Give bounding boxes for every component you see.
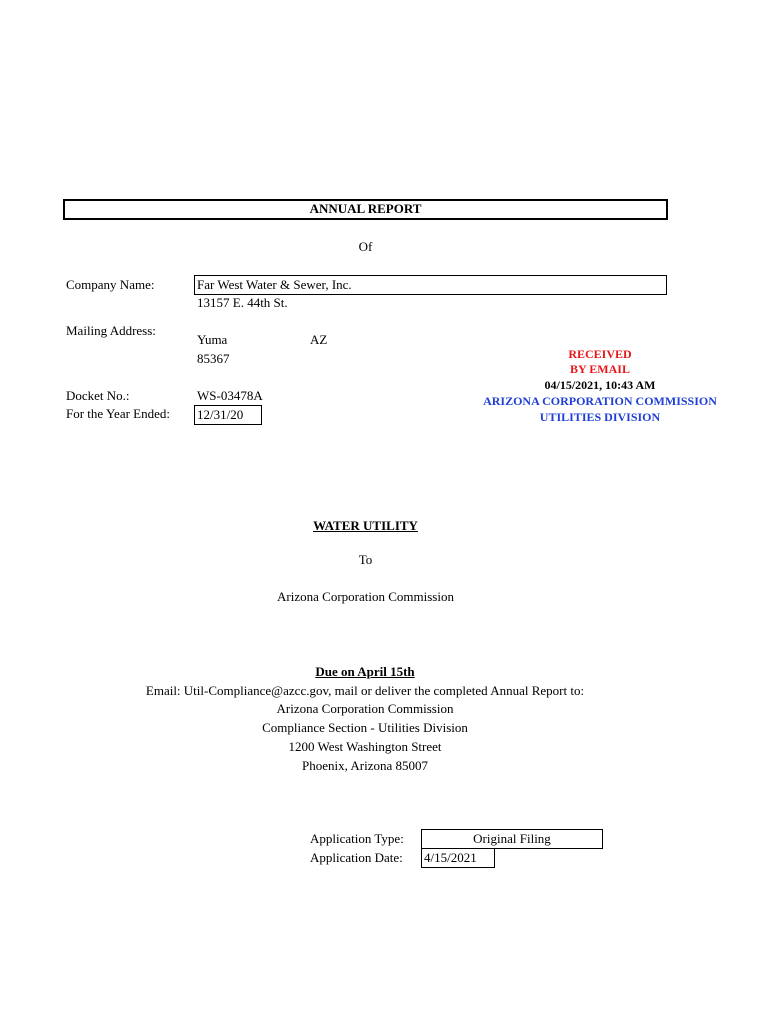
email-instructions: Email: Util-Compliance@azcc.gov, mail or deliver the completed Annual Report to: — [145, 683, 585, 698]
docket-label: Docket No.: — [66, 388, 130, 403]
stamp-by-email: BY EMAIL — [570, 362, 630, 376]
stamp-division: UTILITIES DIVISION — [539, 410, 661, 424]
city: Yuma — [197, 332, 228, 347]
of-label: Of — [358, 239, 373, 254]
mail-address-line1: Arizona Corporation Commission — [276, 701, 454, 716]
mailing-address-label: Mailing Address: — [66, 323, 156, 338]
report-title: ANNUAL REPORT — [309, 201, 422, 216]
state: AZ — [310, 332, 328, 347]
zip-code: 85367 — [197, 351, 230, 366]
application-type-label: Application Type: — [310, 831, 404, 846]
company-name: Far West Water & Sewer, Inc. — [197, 277, 352, 292]
stamp-received: RECEIVED — [568, 347, 632, 361]
utility-type: WATER UTILITY — [313, 518, 418, 533]
mail-address-line4: Phoenix, Arizona 85007 — [301, 758, 428, 773]
application-type: Original Filing — [473, 831, 551, 846]
recipient: Arizona Corporation Commission — [277, 589, 454, 604]
year-ended: 12/31/20 — [197, 407, 244, 422]
street-address: 13157 E. 44th St. — [197, 295, 288, 310]
due-title: Due on April 15th — [315, 664, 415, 679]
to-label: To — [358, 552, 373, 567]
stamp-commission: ARIZONA CORPORATION COMMISSION — [483, 394, 717, 408]
stamp-datetime: 04/15/2021, 10:43 AM — [544, 378, 656, 392]
company-name-label: Company Name: — [66, 277, 155, 292]
mail-address-line2: Compliance Section - Utilities Division — [262, 720, 468, 735]
application-date: 4/15/2021 — [424, 850, 477, 865]
mail-address-line3: 1200 West Washington Street — [288, 739, 442, 754]
application-date-label: Application Date: — [310, 850, 403, 865]
year-ended-label: For the Year Ended: — [66, 406, 170, 421]
docket-number: WS-03478A — [197, 388, 263, 403]
